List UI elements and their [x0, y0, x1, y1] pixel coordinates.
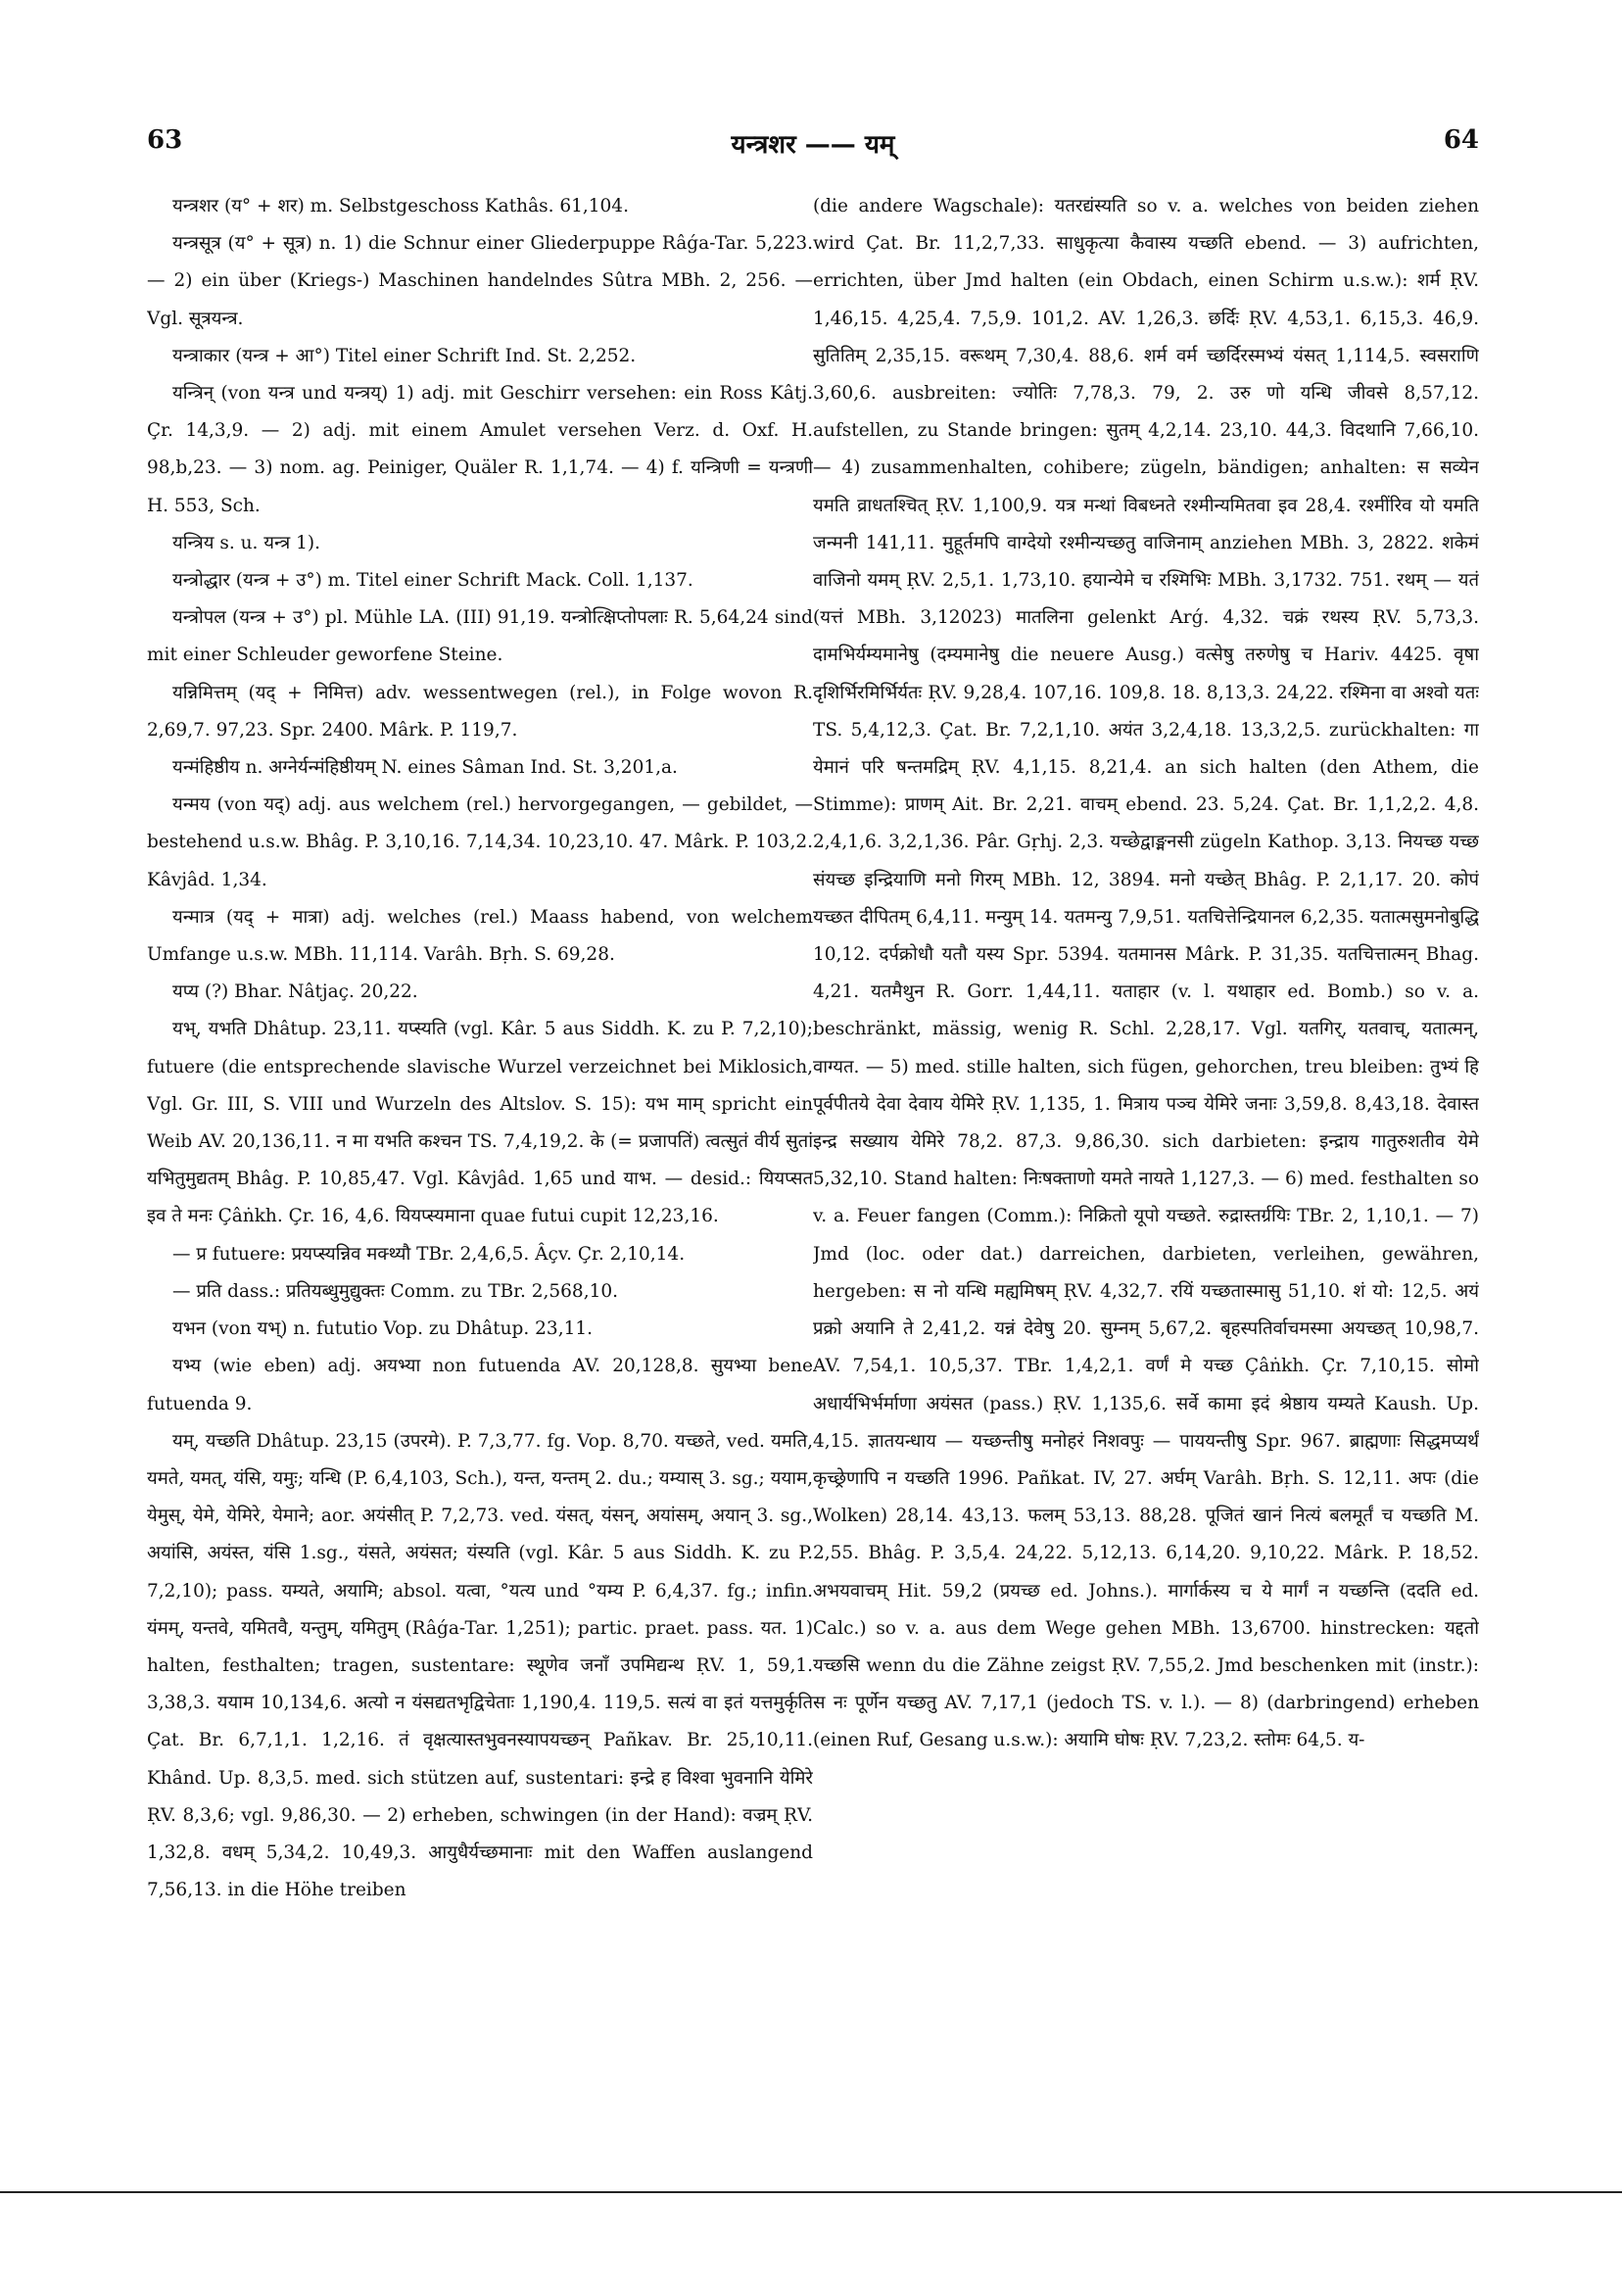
left-column	[147, 188, 813, 2039]
dictionary-entry: यन्त्रिय s. u. यन्त्र 1).	[172, 532, 320, 553]
dictionary-entry: — प्र futuere: प्रयप्स्यन्निव मक्थ्यौ TBr. 2,4,6,5. Âçv. Çr. 2,10,14.	[172, 1243, 686, 1265]
page-number-right: 64	[1443, 125, 1479, 155]
dictionary-entry: यन्मात्र (यद् + मात्रा) adj. welches (rel.) Maass habend, von welchem Umfange u.s.w. MBh. 11,114. Varâh. Bṛh. S. 69,28.	[147, 906, 813, 966]
dictionary-entry: यन्मंहिष्ठीय n. अग्नेर्यन्मंहिष्ठीयम् N. eines Sâman Ind. St. 3,201,a.	[172, 757, 678, 779]
dictionary-entry: यन्त्रोपल (यन्त्र + उ°) pl. Mühle LA. (III) 91,19. यन्त्रोत्क्षिप्तोपलाः R. 5,64,24 sind mit einer Schleuder geworfene Steine.	[147, 607, 813, 666]
right-column	[813, 188, 1479, 2039]
dictionary-entry: यभन (von यभ्) n. fututio Vop. zu Dhâtup. 23,11.	[172, 1318, 593, 1340]
dictionary-entry: यन्त्रिन् (von यन्त्र und यन्त्रय्) 1) adj. mit Geschirr versehen: ein Ross Kâtj. Çr. 14,3,9. — 2) adj. mit einem Amulet versehen Verz. d. Oxf. H. 98,b,23. — 3) nom. ag. Peiniger, Quäler R. 1,1,74. — 4) f. यन्त्रिणी = यन्त्रणी H. 553, Sch.	[147, 383, 813, 516]
dictionary-entry: यभ्, यभति Dhâtup. 23,11. यप्स्यति (vgl. Kâr. 5 aus Siddh. K. zu P. 7,2,10); futuere (die entsprechende slavische Wurzel verzeichnet bei Miklosich, Vgl. Gr. III, S. VIII und Wurzeln des Altslov. S. 15): यभ माम् spricht ein Weib AV. 20,136,11. न मा यभति कश्चन TS. 7,4,19,2. के (= प्रजापतिं) त्वत्सुतं वीर्य सुतां यभितुमुद्यतम् Bhâg. P. 10,85,47. Vgl. Kâvjâd. 1,65 und याभ. — desid.: यियप्सत इव ते मनः Çâṅkh. Çr. 16, 4,6. यियप्स्यमाना quae futui cupit 12,23,16.	[147, 1019, 813, 1227]
page-number-left: 63	[147, 125, 183, 155]
dictionary-entry: यन्निमित्तम् (यद् + निमित्त) adv. wessentwegen (rel.), in Folge wovon R. 2,69,7. 97,23. Spr. 2400. Mârk. P. 119,7.	[147, 682, 813, 741]
dictionary-entry: यन्त्राकार (यन्त्र + आ°) Titel einer Schrift Ind. St. 2,252.	[172, 345, 637, 366]
running-headword: यन्त्रशर —— यम्	[731, 130, 895, 160]
dictionary-entry: यन्त्रोद्धार (यन्त्र + उ°) m. Titel einer Schrift Mack. Coll. 1,137.	[172, 570, 693, 592]
running-head	[147, 125, 1479, 165]
footer-rule	[0, 2191, 1622, 2193]
dictionary-entry: यन्त्रशर (य° + शर) m. Selbstgeschoss Kathâs. 61,104.	[172, 196, 629, 216]
dictionary-entry-continued: (die andere Wagschale): यतरद्यंस्यति so v. a. welches von beiden ziehen wird Çat. Br. 11,2,7,33. साधुकृत्या कैवास्य यच्छति ebend. — 3) aufrichten, errichten, über Jmd halten (ein Obdach, einen Schirm u.s.w.): शर्म ṚV. 1,46,15. 4,25,4. 7,5,9. 101,2. AV. 1,26,3. छर्दिः ṚV. 4,53,1. 6,15,3. 46,9. सुतितिम् 2,35,15. वरूथम् 7,30,4. 88,6. शर्म वर्म च्छर्दिरस्मभ्यं यंसत् 1,114,5. स्वसराणि 3,60,6. ausbreiten: ज्योतिः 7,78,3. 79, 2. उरु णो यन्धि जीवसे 8,57,12. aufstellen, zu Stande bringen: सुतम् 4,2,14. 23,10. 44,3. विदथानि 7,66,10. — 4) zusammenhalten, cohibere; zügeln, bändigen; anhalten: स सव्येन यमति व्राधतश्चित् ṚV. 1,100,9. यत्र मन्थां विबध्नते रश्मीन्यमितवा इव 28,4. रश्मींरिव यो यमति जन्मनी 141,11. मुहूर्तमपि वाग्देयो रश्मीन्यच्छतु वाजिनाम् anziehen MBh. 3, 2822. शकेमं वाजिनो यमम् ṚV. 2,5,1. 1,73,10. हयान्येमे च रश्मिभिः MBh. 3,1732. 751. रथम् — यतं (यत्तं MBh. 3,12023) मातलिना gelenkt Arǵ. 4,32. चक्रं रथस्य ṚV. 5,73,3. दामभिर्यम्यमानेषु (दम्यमानेषु die neuere Ausg.) वत्सेषु तरुणेषु च Hariv. 4425. वृषा दृशिर्भिरमिर्भिर्यतः ṚV. 9,28,4. 107,16. 109,8. 18. 8,13,3. 24,22. रश्मिना वा अश्वो यतः TS. 5,4,12,3. Çat. Br. 7,2,1,10. अयंत 3,2,4,18. 13,3,2,5. zurückhalten: गा येमानं परि षन्तमद्रिम् ṚV. 4,1,15. 8,21,4. an sich halten (den Athem, die Stimme): प्राणम् Ait. Br. 2,21. वाचम् ebend. 23. 5,24. Çat. Br. 1,1,2,2. 4,8. 2,4,1,6. 3,2,1,36. Pâr. Gṛhj. 2,3. यच्छेद्वाङ्मनसी zügeln Kathop. 3,13. नियच्छ यच्छ संयच्छ इन्द्रियाणि मनो गिरम् MBh. 12, 3894. मनो यच्छेत् Bhâg. P. 2,1,17. 20. कोपं यच्छत दीपितम् 6,4,11. मन्युम् 14. यतमन्यु 7,9,51. यतचित्तेन्द्रियानल 6,2,35. यतात्मसुमनोबुद्धि 10,12. दर्पक्रोधौ यतौ यस्य Spr. 5394. यतमानस Mârk. P. 31,35. यतचित्तात्मन् Bhag. 4,21. यतमैथुन R. Gorr. 1,44,11. यताहार (v. l. यथाहार ed. Bomb.) so v. a. beschränkt, mässig, wenig R. Schl. 2,28,17. Vgl. यतगिर्, यतवाच्, यतात्मन्, वाग्यत. — 5) med. stille halten, sich fügen, gehorchen, treu bleiben: तुभ्यं हि पूर्वपीतये देवा देवाय येमिरे ṚV. 1,135, 1. मित्राय पञ्च येमिरे जनाः 3,59,8. 8,43,18. देवास्त इन्द्र सख्याय येमिरे 78,2. 87,3. 9,86,30. sich darbieten: इन्द्राय गातुरुशतीव येमे 5,32,10. Stand halten: निःषक्ताणो यमते नायते 1,127,3. — 6) med. festhalten so v. a. Feuer fangen (Comm.): निक्रितो यूपो यच्छते. रुद्रास्तर्ग्रयिः TBr. 2, 1,10,1. — 7) Jmd (loc. oder dat.) darreichen, darbieten, verleihen, gewähren, hergeben: स नो यन्धि मह्यमिषम् ṚV. 4,32,7. रयिं यच्छतास्मासु 51,10. शं यो: 12,5. अयं प्रक्रो अयानि ते 2,41,2. यन्नं देवेषु 20. सुम्नम् 5,67,2. बृहस्पतिर्वाचमस्मा अयच्छत् 10,98,7. AV. 7,54,1. 10,5,37. TBr. 1,4,2,1. वर्णं मे यच्छ Çâṅkh. Çr. 7,10,15. सोमो अधार्यभिर्भर्माणा अयंसत (pass.) ṚV. 1,135,6. सर्वे कामा इदं श्रेष्ठाय यम्यते Kaush. Up. 4,15. ज्ञातयन्धाय — यच्छन्तीषु मनोहरं निशवपुः — पाययन्तीषु Spr. 967. ब्राह्मणाः सिद्धमप्यर्थं कृच्छ्रेणापि न यच्छति 1996. Pañkat. IV, 27. अर्घम् Varâh. Bṛh. S. 12,11. अपः (die Wolken) 28,14. 43,13. फलम् 53,13. 88,28. पूजितं खानं नित्यं बलमूर्तं च यच्छति M. 2,55. Bhâg. P. 3,5,4. 24,22. 5,12,13. 6,14,20. 9,10,22. Mârk. P. 18,52. अभयवाचम् Hit. 59,2 (प्रयच्छ ed. Johns.). मार्गार्कस्य च ये मार्गं न यच्छन्ति (ददति ed. Calc.) so v. a. aus dem Wege gehen MBh. 13,6700. hinstrecken: यद्दतो यच्छसि wenn du die Zähne zeigst ṚV. 7,55,2. Jmd beschenken mit (instr.): स नः पूर्णेन यच्छतु AV. 7,17,1 (jedoch TS. v. l.). — 8) (darbringend) erheben (einen Ruf, Gesang u.s.w.): अयामि घोषः ṚV. 7,23,2. स्तोमः 64,5. य-	[813, 196, 1479, 1751]
dictionary-entry: यभ्य (wie eben) adj. अयभ्या non futuenda AV. 20,128,8. सुयभ्या bene futuenda 9.	[147, 1356, 813, 1414]
dictionary-entry: — प्रति dass.: प्रतियब्धुमुद्युक्तः Comm. zu TBr. 2,568,10.	[172, 1280, 619, 1302]
dictionary-entry: यन्त्रसूत्र (य° + सूत्र) n. 1) die Schnur einer Gliederpuppe Râǵa-Tar. 5,223. — 2) ein über (Kriegs-) Maschinen handelndes Sûtra MBh. 2, 256. — Vgl. सूत्रयन्त्र.	[147, 233, 813, 329]
dictionary-entry: यन्मय (von यद्) adj. aus welchem (rel.) hervorgegangen, — gebildet, — bestehend u.s.w. Bhâg. P. 3,10,16. 7,14,34. 10,23,10. 47. Mârk. P. 103,2. Kâvjâd. 1,34.	[147, 794, 813, 890]
dictionary-entry: यम्, यच्छति Dhâtup. 23,15 (उपरमे). P. 7,3,77. fg. Vop. 8,70. यच्छते, ved. यमति, यमते, यमत्, यंसि, यमुः; यन्धि (P. 6,4,103, Sch.), यन्त, यन्तम् 2. du.; यम्यास् 3. sg.; ययाम, येमुस्, येमे, येमिरे, येमाने; aor. अयंसीत् P. 7,2,73. ved. यंसत्, यंसन्, अयांसम्, अयान् 3. sg., अयांसि, अयंस्त, यंसि 1.sg., यंसते, अयंसत; यंस्यति (vgl. Kâr. 5 aus Siddh. K. zu P. 7,2,10); pass. यम्यते, अयामि; absol. यत्वा, °यत्य und °यम्य P. 6,4,37. fg.; infin. यंमम्, यन्तवे, यमितवै, यन्तुम्, यमितुम् (Râǵa-Tar. 1,251); partic. praet. pass. यत. 1) halten, festhalten; tragen, sustentare: स्थूणेव जनाँ उपमिद्यन्थ ṚV. 1, 59,1. 3,38,3. ययाम 10,134,6. अत्यो न यंसद्यतभृद्विचेताः 1,190,4. 119,5. सत्यं वा इतं यत्तमुर्कृति Çat. Br. 6,7,1,1. 1,2,16. तं वृक्षत्यास्तभुवनस्यापयच्छन् Pañkav. Br. 25,10,11. Khând. Up. 8,3,5. med. sich stützen auf, sustentari: इन्द्रे ह विश्वा भुवनानि येमिरे ṚV. 8,3,6; vgl. 9,86,30. — 2) erheben, schwingen (in der Hand): वज्रम् ṚV. 1,32,8. वधम् 5,34,2. 10,49,3. आयुधैर्यच्छमानाः mit den Waffen auslangend 7,56,13. in die Höhe treiben	[147, 1430, 813, 1901]
dictionary-entry: यप्य (?) Bhar. Nâtjaç. 20,22.	[172, 981, 418, 1003]
